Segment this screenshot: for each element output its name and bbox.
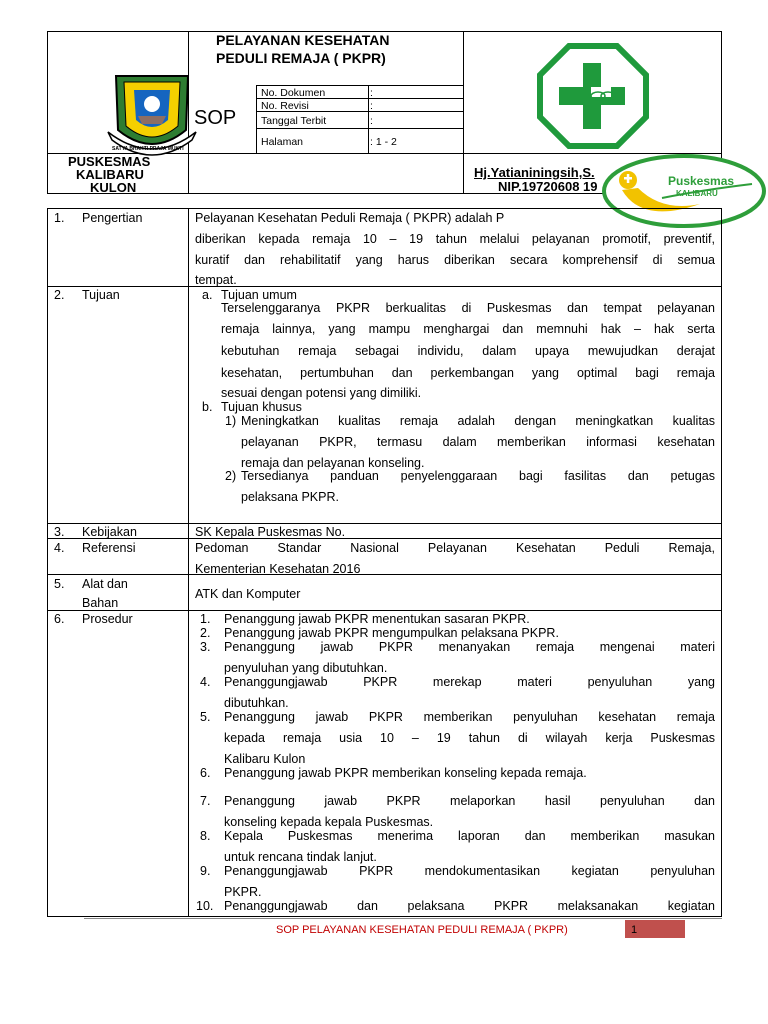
section-2b1-marker: 1) [225,414,237,428]
section-2a-line: kebutuhan remaja sebagai individu, dalam upaya mewujudkan derajat [221,344,715,358]
section-5-label: Alat dan [82,577,128,591]
procedure-step-number: 6. [200,766,211,780]
sop-label: SOP [194,107,237,129]
section-2b1-line: Meningkatkan kualitas remaja adalah dengan meningkatkan kualitas [241,414,715,428]
health-cross-logo [537,43,649,149]
procedure-step-number: 8. [200,829,211,843]
procedure-step-number: 9. [200,864,211,878]
stamp-text-1: Puskesmas [668,174,735,188]
procedure-step-line: dibutuhkan. [224,696,289,710]
section-4-label: Referensi [82,541,136,555]
procedure-step-line: Penanggungjawab dan pelaksana PKPR melaksanakan kegiatan [224,899,715,913]
section-4-line: Pedoman Standar Nasional Pelayanan Kesehatan Peduli Remaja, [195,541,715,555]
signer-nip: NIP.19720608 19 [498,179,598,194]
section-4-line: Kementerian Kesehatan 2016 [195,562,361,576]
section-2b2-line: pelaksana PKPR. [241,490,339,504]
stamp-text-2: KALIBARU [676,189,718,198]
section-5-text: ATK dan Komputer [195,587,301,601]
regency-seal-logo [104,70,200,162]
signer-name: Hj.Yatianiningsih,S. [474,165,595,180]
procedure-step-line: Penanggung jawab PKPR memberikan konseling kepada remaja. [224,766,587,780]
doc-title-line2: PEDULI REMAJA ( PKPR) [216,50,386,66]
section-1-line: diberikan kepada remaja 10 – 19 tahun melalui pelayanan promotif, preventif, [195,232,715,246]
doc-title-line1: PELAYANAN KESEHATAN [216,32,390,48]
procedure-step-line: Penanggung jawab PKPR memberikan penyuluhan kesehatan remaja [224,710,715,724]
procedure-step-line: Penanggung jawab PKPR melaporkan hasil penyuluhan dan [224,794,715,808]
doc-number-label: No. Dokumen [261,87,326,99]
procedure-step-number: 10. [196,899,214,913]
procedure-step-number: 3. [200,640,211,654]
footer-divider [84,918,722,919]
procedure-step-line: PKPR. [224,885,262,899]
revision-value: : [370,100,373,112]
issue-date-label: Tanggal Terbit [261,115,327,127]
section-2a-marker: a. [202,288,213,302]
procedure-step-line: Penanggung jawab PKPR menanyakan remaja mengenai materi [224,640,715,654]
procedure-step-number: 1. [200,612,211,626]
section-2a-title: Tujuan umum [221,288,297,302]
section-2b-title: Tujuan khusus [221,400,302,414]
org-name-line2: KALIBARU [76,167,144,182]
section-2b-marker: b. [202,400,213,414]
procedure-step-line: Penanggungjawab PKPR merekap materi penyuluhan yang [224,675,715,689]
section-2-number: 2. [54,288,65,302]
section-6-label: Prosedur [82,612,133,626]
section-2b1-line: remaja dan pelayanan konseling. [241,456,425,470]
footer-title: SOP PELAYANAN KESEHATAN PEDULI REMAJA ( PKPR) [276,924,568,936]
section-2b1-line: pelayanan PKPR, termasu dalam memberikan informasi kesehatan [241,435,715,449]
section-2a-line: sesuai dengan potensi yang dimiliki. [221,386,422,400]
section-1-line: kuratif dan rehabilitatif yang harus diberikan secara komprehensif di semua [195,253,715,267]
procedure-step-line: Kalibaru Kulon [224,752,306,766]
puskesmas-stamp [602,154,766,228]
section-1-line: Pelayanan Kesehatan Peduli Remaja ( PKPR) adalah P [195,211,505,225]
page-label: Halaman [261,136,304,148]
section-2b2-marker: 2) [225,469,237,483]
procedure-step-line: konseling kepada kepala Puskesmas. [224,815,434,829]
seal-motto: SATYA BHAKTI PRAJA MUKTI [112,146,184,152]
procedure-step-line: untuk rencana tindak lanjut. [224,850,377,864]
page-value: : 1 - 2 [370,136,397,148]
section-2-label: Tujuan [82,288,120,302]
org-name-line3: KULON [90,180,137,195]
section-1-line: tempat. [195,273,237,287]
procedure-step-number: 5. [200,710,211,724]
org-name-line1: PUSKESMAS [68,154,151,169]
procedure-step-line: kepada remaja usia 10 – 19 tahun di wilayah kerja Puskesmas [224,731,715,745]
procedure-step-line: Penanggungjawab PKPR mendokumentasikan kegiatan penyuluhan [224,864,715,878]
footer-page-number: 1 [631,924,638,936]
section-3-label: Kebijakan [82,525,137,539]
procedure-step-line: penyuluhan yang dibutuhkan. [224,661,388,675]
issue-date-value: : [370,115,373,127]
section-6-number: 6. [54,612,65,626]
section-2b2-line: Tersedianya panduan penyelenggaraan bagi fasilitas dan petugas [241,469,715,483]
procedure-step-number: 4. [200,675,211,689]
section-2a-line: Terselenggaranya PKPR berkualitas di Puskesmas dan tempat pelayanan [221,301,715,315]
section-5-label: Bahan [82,596,119,610]
section-3-text: SK Kepala Puskesmas No. [195,525,346,539]
section-2a-line: kesehatan, pertumbuhan dan perkembangan yang optimal bagi remaja [221,366,715,380]
procedure-step-line: Penanggung jawab PKPR mengumpulkan pelaksana PKPR. [224,626,559,640]
procedure-step-number: 7. [200,794,211,808]
section-2a-line: remaja lainnya, yang mampu menghargai dan memnuhi hak – hak serta [221,322,715,336]
procedure-step-line: Penanggung jawab PKPR menentukan sasaran PKPR. [224,612,530,626]
procedure-step-line: Kepala Puskesmas menerima laporan dan memberikan masukan [224,829,715,843]
doc-number-value: : [370,87,373,99]
revision-label: No. Revisi [261,100,309,112]
procedure-step-number: 2. [200,626,211,640]
section-5-number: 5. [54,577,65,591]
section-1-label: Pengertian [82,211,143,225]
section-3-number: 3. [54,525,65,539]
section-4-number: 4. [54,541,65,555]
section-1-number: 1. [54,211,65,225]
